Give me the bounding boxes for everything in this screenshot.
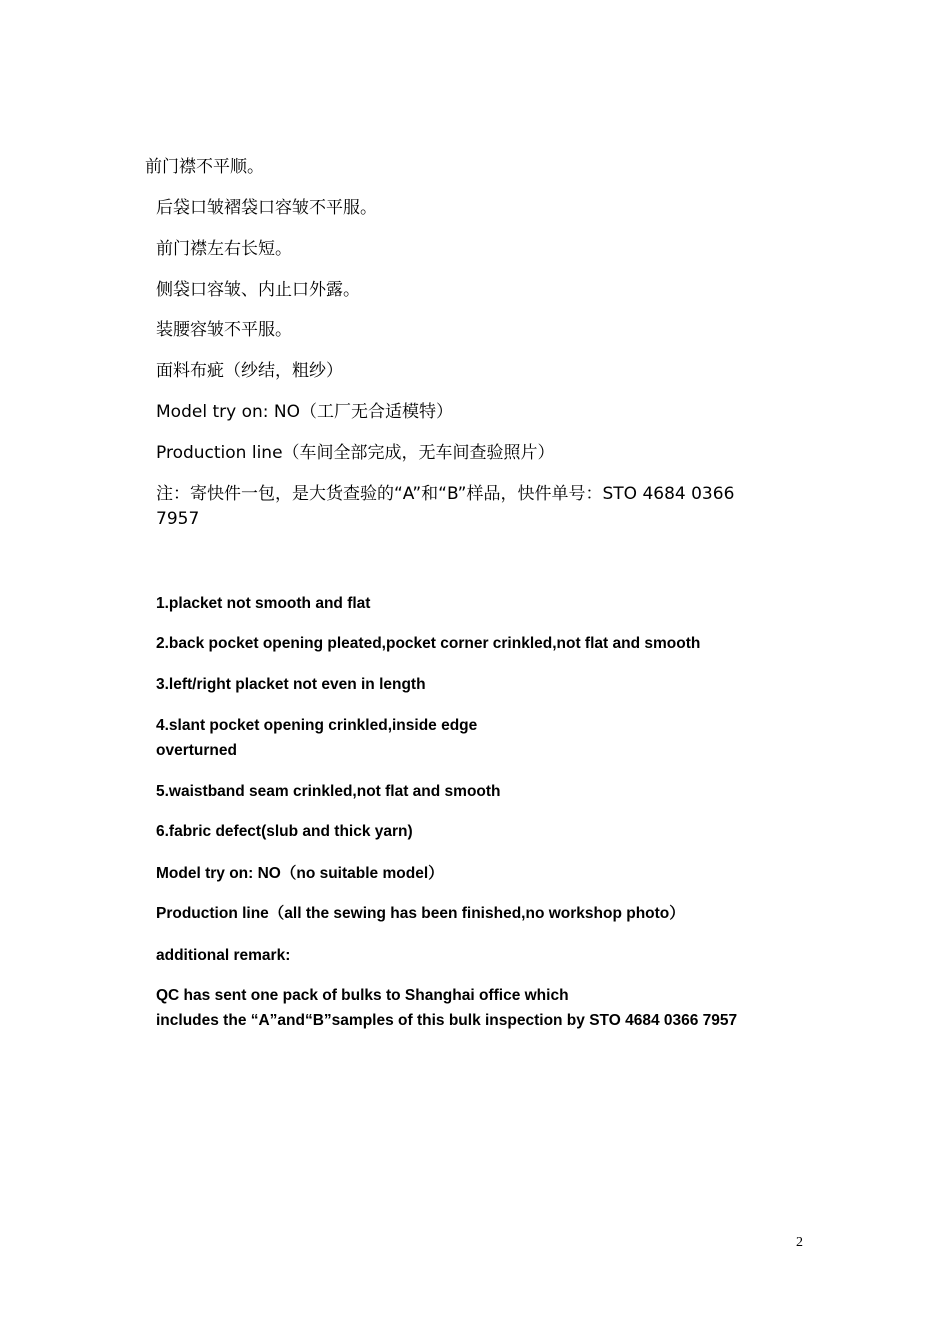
en-defect-4-line-2: overturned xyxy=(156,742,237,759)
cn-defect-waistband: 装腰容皱不平服。 xyxy=(156,320,292,340)
cn-defect-placket: 前门襟不平顺。 xyxy=(145,157,264,177)
en-defect-6: 6.fabric defect(slub and thick yarn) xyxy=(156,823,413,840)
cn-defect-fabric: 面料布疵（纱结，粗纱） xyxy=(156,361,343,381)
page-number: 2 xyxy=(796,1235,803,1250)
en-remark-line-2: includes the “A”and“B”samples of this bulk inspection by STO 4684 0366 7957 xyxy=(156,1012,738,1029)
en-remark-line-1: QC has sent one pack of bulks to Shanghai office which xyxy=(156,987,569,1004)
en-defect-4-line-1: 4.slant pocket opening crinkled,inside edge xyxy=(156,717,478,734)
cn-remark-line-2: 7957 xyxy=(156,509,200,529)
cn-production-line: Production line（车间全部完成，无车间查验照片） xyxy=(156,443,555,463)
cn-defect-side-pocket: 侧袋口容皱、内止口外露。 xyxy=(156,280,360,300)
cn-model-try-on: Model try on: NO（工厂无合适模特） xyxy=(156,402,453,422)
en-defect-1: 1.placket not smooth and flat xyxy=(156,595,371,612)
cn-remark-line-1: 注：寄快件一包，是大货查验的“A”和“B”样品，快件单号：STO 4684 0366 xyxy=(156,484,735,504)
cn-defect-back-pocket: 后袋口皱褶袋口容皱不平服。 xyxy=(156,198,377,218)
en-defect-2: 2.back pocket opening pleated,pocket corner crinkled,not flat and smooth xyxy=(156,635,701,652)
en-defect-5: 5.waistband seam crinkled,not flat and smooth xyxy=(156,783,501,800)
en-remark-heading: additional remark: xyxy=(156,947,291,964)
en-defect-3: 3.left/right placket not even in length xyxy=(156,676,426,693)
en-model-try-on: Model try on: NO（no suitable model） xyxy=(156,865,444,882)
en-production-line: Production line（all the sewing has been finished,no workshop photo） xyxy=(156,905,685,922)
cn-defect-placket-length: 前门襟左右长短。 xyxy=(156,239,292,259)
